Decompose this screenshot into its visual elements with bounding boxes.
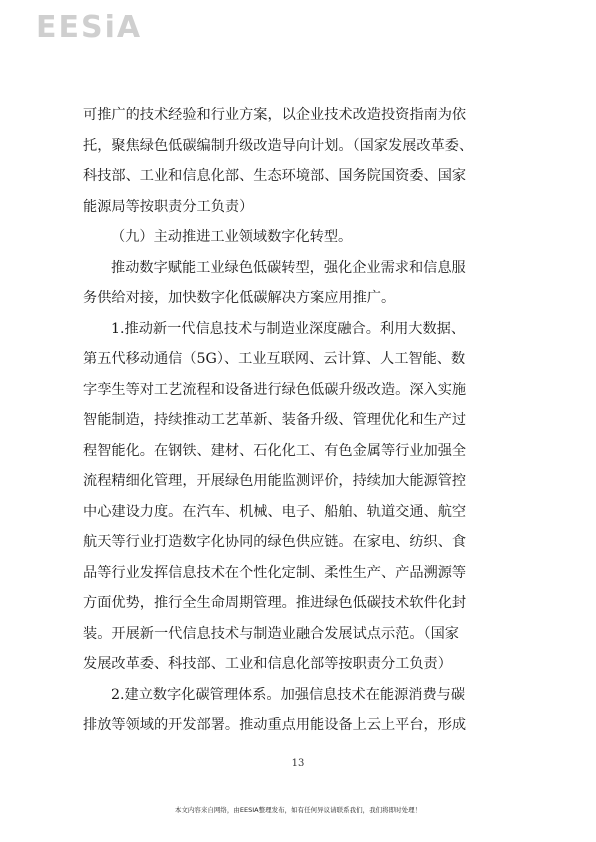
text-line: 排放等领域的开发部署。推动重点用能设备上云上平台，形成 [83, 717, 467, 733]
section-heading: （九）主动推进工业领域数字化转型。 [111, 229, 353, 245]
text-line: 航天等行业打造数字化协同的绿色供应链。在家电、纺织、食 [83, 534, 467, 550]
text-line: 推动数字赋能工业绿色低碳转型，强化企业需求和信息服 [111, 259, 466, 276]
text-line: 装。开展新一代信息技术与制造业融合发展试点示范。（国家 [83, 625, 459, 642]
eesia-logo: EESiA [36, 10, 143, 45]
text-line: 中心建设力度。在汽车、机械、电子、船舶、轨道交通、航空 [83, 503, 467, 520]
text-line: 务供给对接，加快数字化低碳解决方案应用推广。 [83, 290, 396, 306]
page-number: 13 [291, 758, 305, 769]
text-line: 程智能化。在钢铁、建材、石化化工、有色金属等行业加强全 [83, 442, 467, 459]
footer-disclaimer: 本文内容来自网络，由EESIA整理发布，如有任何异议请联系我们，我们将即时处理！ [174, 806, 422, 814]
text-line: 能源局等按职责分工负责） [83, 198, 254, 215]
subsection-heading: 2.建立数字化碳管理体系。加强信息技术在能源消费与碳 [111, 686, 466, 703]
text-line: 可推广的技术经验和行业方案，以企业技术改造投资指南为依 [83, 107, 467, 123]
text-line: 发展改革委、科技部、工业和信息化部等按职责分工负责） [83, 656, 452, 672]
text-line: 第五代移动通信（5G）、工业互联网、云计算、人工智能、数 [83, 351, 466, 367]
text-line: 智能制造，持续推动工艺革新、装备升级、管理优化和生产过 [83, 412, 467, 428]
text-line: 流程精细化管理，开展绿色用能监测评价，持续加大能源管控 [83, 473, 467, 489]
subsection-heading: 1.推动新一代信息技术与制造业深度融合。利用大数据、 [111, 320, 466, 337]
text-line: 字孪生等对工艺流程和设备进行绿色低碳升级改造。深入实施 [83, 381, 467, 398]
text-line: 科技部、工业和信息化部、生态环境部、国务院国资委、国家 [83, 168, 467, 184]
text-line: 方面优势，推行全生命周期管理。推进绿色低碳技术软件化封 [83, 595, 467, 611]
text-line: 品等行业发挥信息技术在个性化定制、柔性生产、产品溯源等 [83, 564, 467, 581]
document-body [83, 100, 517, 741]
text-line: 托，聚焦绿色低碳编制升级改造导向计划。（国家发展改革委、 [83, 137, 474, 154]
